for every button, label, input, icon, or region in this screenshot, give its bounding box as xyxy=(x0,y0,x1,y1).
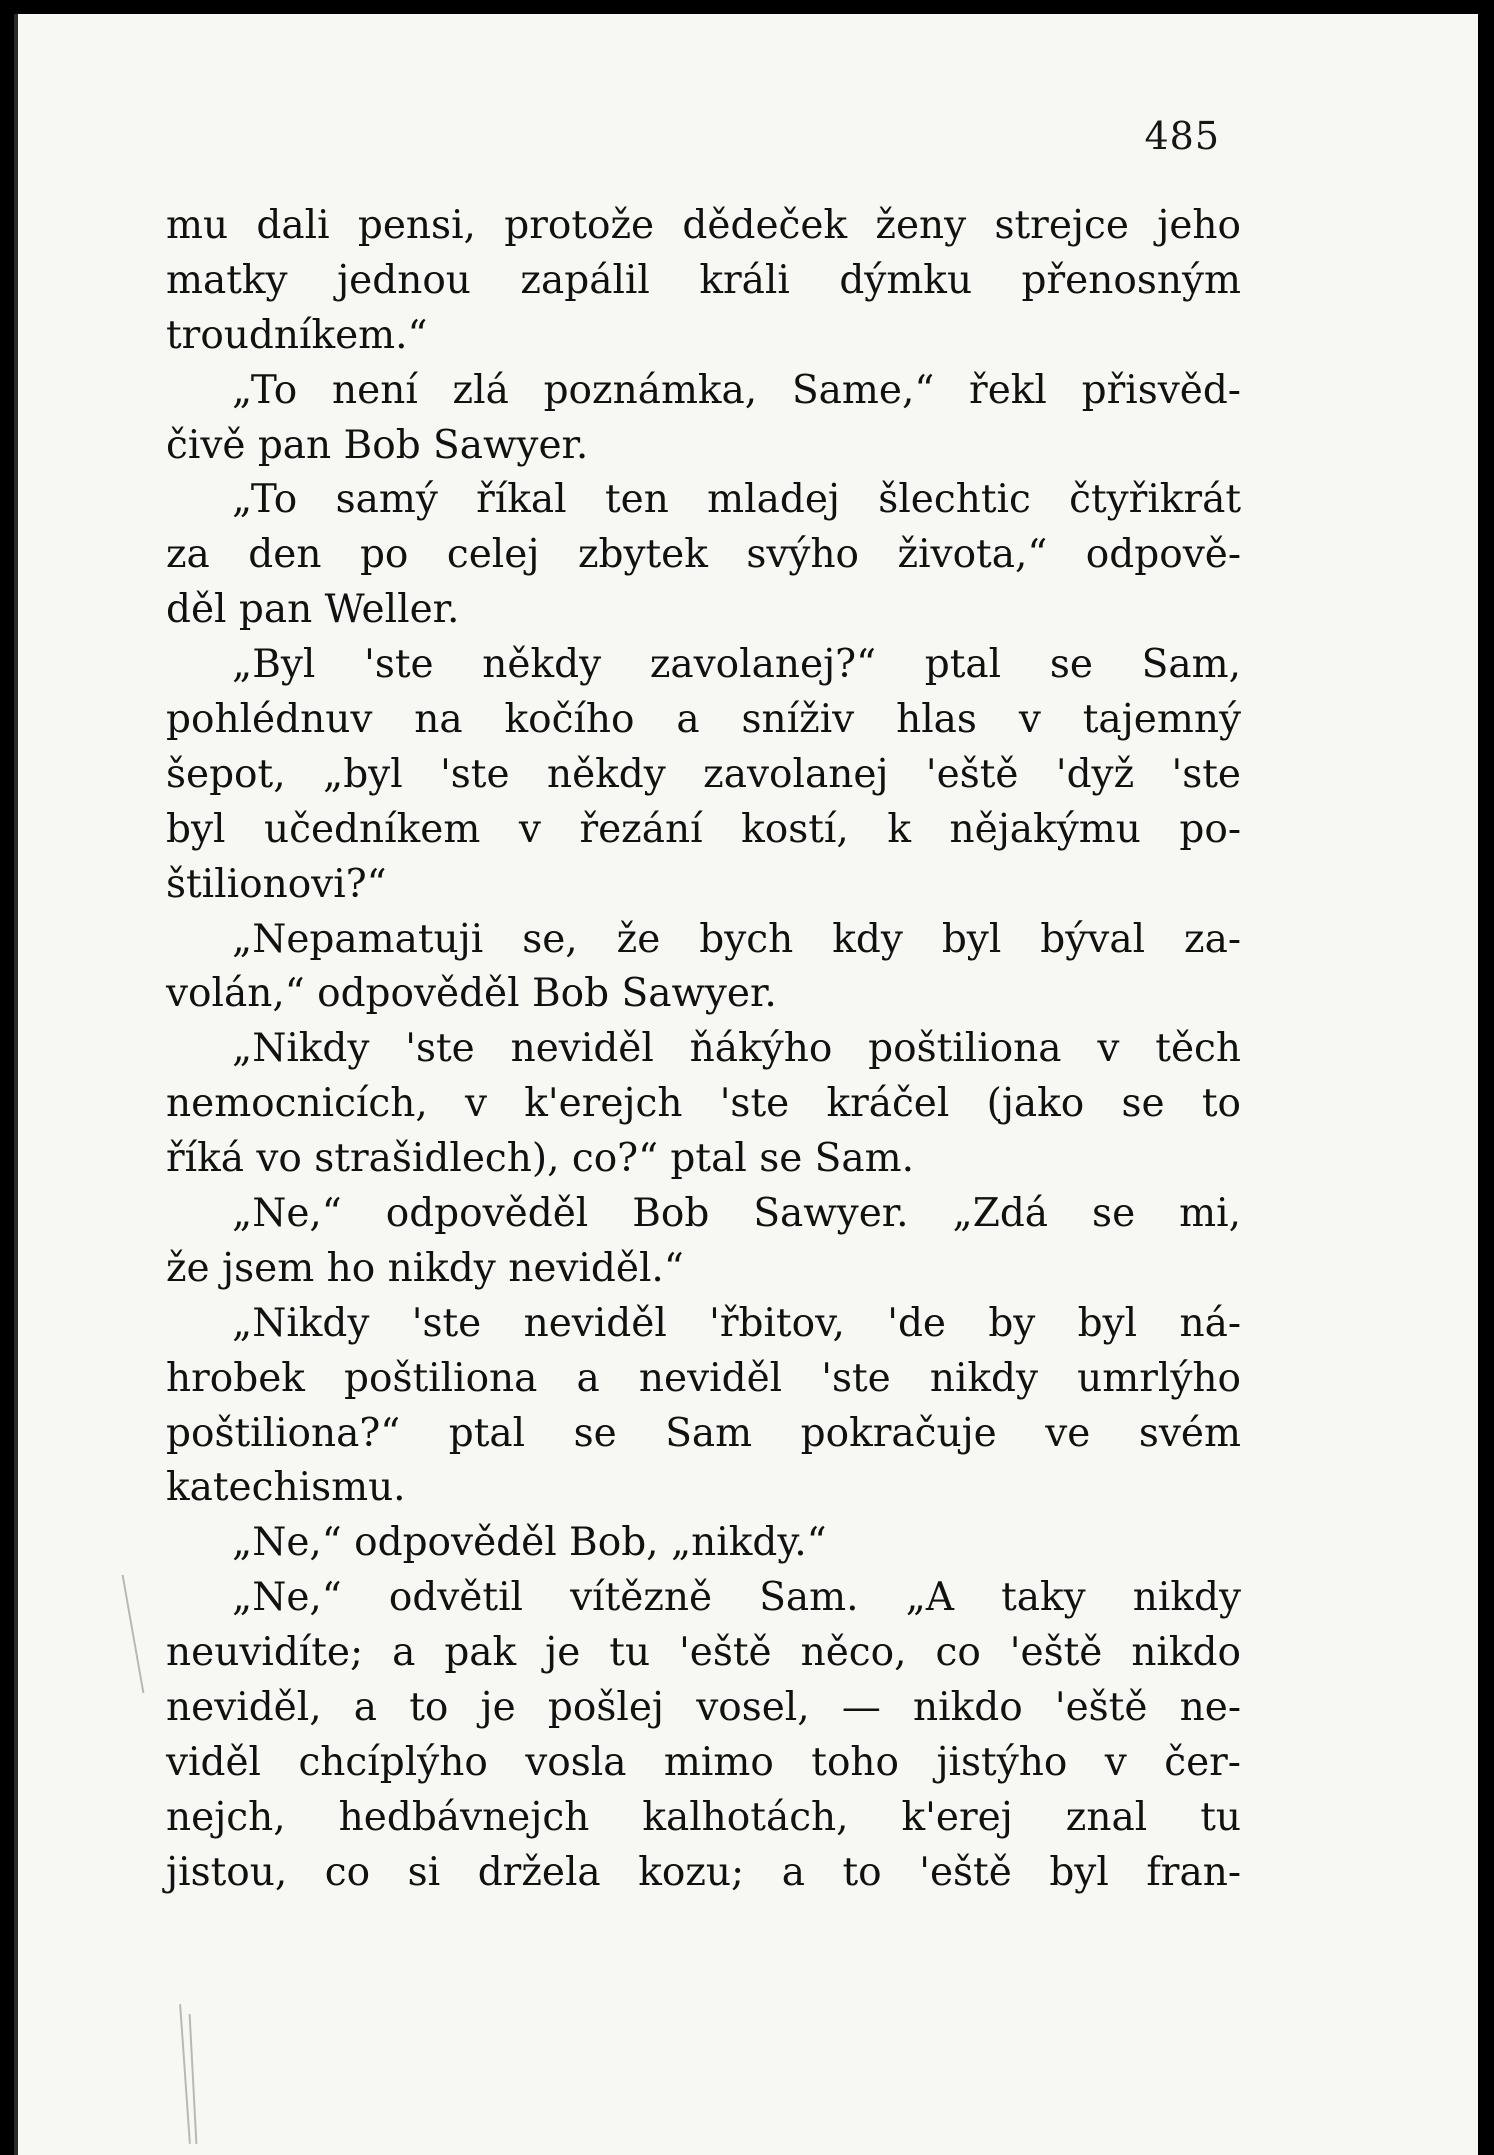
text-line: „Nikdy 'ste neviděl ňákýho poštiliona v těch xyxy=(232,1026,1241,1072)
text-line: katechismu. xyxy=(166,1465,406,1511)
text-line: nemocnicích, v k'erejch 'ste kráčel (jako se to xyxy=(166,1081,1241,1127)
text-line: že jsem ho nikdy neviděl.“ xyxy=(166,1245,684,1291)
text-line: pohlédnuv na kočího a sníživ hlas v tajemný xyxy=(166,697,1241,743)
text-line: děl pan Weller. xyxy=(166,587,460,633)
text-line: „Nikdy 'ste neviděl 'řbitov, 'de by byl ná- xyxy=(232,1300,1241,1346)
text-line: matky jednou zapálil králi dýmku přenosným xyxy=(166,257,1241,303)
scan-mark xyxy=(189,2014,198,2144)
text-line: hrobek poštiliona a neviděl 'ste nikdy umrlýho xyxy=(166,1355,1241,1401)
book-page xyxy=(14,14,1478,2155)
text-line: šepot, „byl 'ste někdy zavolanej 'eště 'dyž 'ste xyxy=(166,751,1241,797)
text-line: „Ne,“ odvětil vítězně Sam. „A taky nikdy xyxy=(232,1575,1241,1621)
text-line: neuvidíte; a pak je tu 'eště něco, co 'eště nikdo xyxy=(166,1630,1241,1676)
page-number: 485 xyxy=(1144,114,1220,158)
page-left-edge xyxy=(14,14,18,2155)
text-line: neviděl, a to je pošlej vosel, — nikdo 'eště ne- xyxy=(166,1685,1241,1731)
text-line: čivě pan Bob Sawyer. xyxy=(166,422,589,468)
text-line: „Ne,“ odpověděl Bob Sawyer. „Zdá se mi, xyxy=(232,1191,1241,1237)
text-line: nejch, hedbávnejch kalhotách, k'erej znal tu xyxy=(166,1794,1241,1840)
text-line: mu dali pensi, protože dědeček ženy strejce jeho xyxy=(166,203,1241,248)
text-line: „Nepamatuji se, že bych kdy byl býval za- xyxy=(232,916,1241,962)
text-line: troudníkem.“ xyxy=(166,312,428,358)
text-line: poštiliona?“ ptal se Sam pokračuje ve svém xyxy=(166,1410,1241,1456)
text-line: volán,“ odpověděl Bob Sawyer. xyxy=(166,971,777,1017)
text-line: za den po celej zbytek svýho života,“ odpově- xyxy=(166,532,1241,578)
text-line: „To samý říkal ten mladej šlechtic čtyřikrát xyxy=(232,477,1241,523)
text-line: štilionovi?“ xyxy=(166,861,387,907)
text-line: byl učedníkem v řezání kostí, k nějakýmu po- xyxy=(166,806,1241,852)
scan-mark xyxy=(122,1575,145,1694)
text-line: viděl chcíplýho vosla mimo toho jistýho v čer- xyxy=(166,1739,1241,1785)
text-line: „Byl 'ste někdy zavolanej?“ ptal se Sam, xyxy=(232,642,1241,688)
text-line: jistou, co si držela kozu; a to 'eště byl fran- xyxy=(166,1849,1241,1895)
text-line: říká vo strašidlech), co?“ ptal se Sam. xyxy=(166,1136,915,1182)
body-text xyxy=(166,199,1241,1901)
text-line: „To není zlá poznámka, Same,“ řekl přisvěd- xyxy=(232,367,1241,413)
text-line: „Ne,“ odpověděl Bob, „nikdy.“ xyxy=(232,1520,827,1566)
